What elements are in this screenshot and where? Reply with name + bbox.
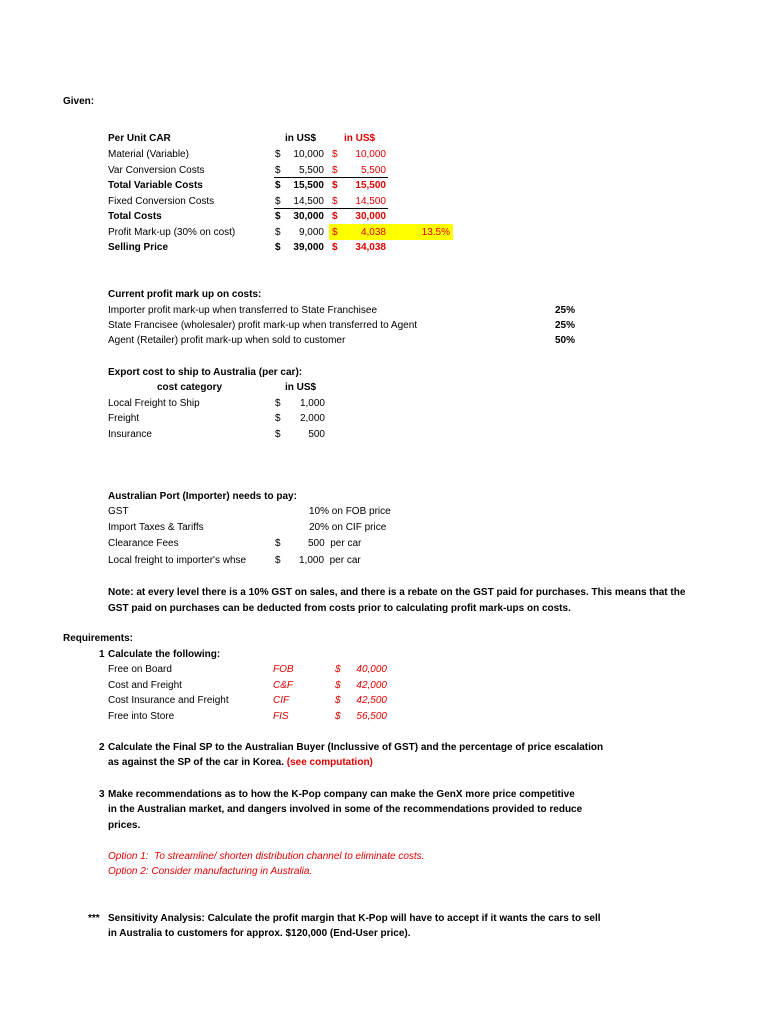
req2-line-1: Calculate the Final SP to the Australian Buyer (Inclussive of GST) and the percentage of price escalation [108, 742, 604, 753]
req3-line-3: prices. [108, 820, 141, 831]
port-row-label: GST [108, 506, 129, 517]
export-row-label: Freight [108, 413, 140, 424]
cost-row-value2: 5,500 [360, 165, 386, 176]
cost-row-value1: 30,000 [293, 211, 324, 222]
cost-row-value2: 4,038 [360, 227, 386, 238]
export-row-label: Local Freight to Ship [108, 398, 200, 409]
export-row-sym: $ [275, 413, 281, 424]
req2-number: 2 [99, 742, 105, 753]
export-row-value: 500 [308, 429, 325, 440]
cost-table-col1-header: in US$ [285, 133, 317, 144]
port-row-value: 500 per car [308, 538, 362, 549]
note-line-2: GST paid on purchases can be deducted from costs prior to calculating profit mark-ups on costs. [108, 603, 571, 614]
export-row-value: 2,000 [299, 413, 325, 424]
export-title: Export cost to ship to Australia (per car): [108, 367, 303, 378]
calc-row-value: 42,500 [356, 695, 387, 706]
cost-row-value1: 5,500 [298, 165, 324, 176]
cost-table-header-label: Per Unit CAR [108, 133, 171, 144]
export-row-sym: $ [275, 429, 281, 440]
req2-line-2 [108, 756, 373, 769]
port-row-label: Import Taxes & Tariffs [108, 522, 204, 533]
export-col-category: cost category [157, 382, 223, 393]
port-row-label: Clearance Fees [108, 538, 179, 549]
markup-row-value: 25% [554, 305, 575, 316]
port-row-sym: $ [275, 538, 281, 549]
cost-row-sym1: $ [275, 149, 281, 160]
cost-row-value1: 10,000 [293, 149, 324, 160]
given-label: Given: [63, 96, 95, 107]
total-rule [274, 208, 388, 209]
req3-line-1: Make recommendations as to how the K-Pop company can make the GenX more price competitive [108, 789, 575, 800]
calc-row-label: Free on Board [108, 664, 172, 675]
port-row-value: 20% on CIF price [309, 522, 387, 533]
cost-row-value1: 15,500 [293, 180, 324, 191]
cost-row-label: Var Conversion Costs [108, 165, 205, 176]
see-computation-link[interactable]: (see computation) [286, 757, 373, 768]
calc-row-abbr: FIS [273, 711, 289, 722]
markup-row-label: Agent (Retailer) profit mark-up when sold to customer [108, 335, 346, 346]
export-row-sym: $ [275, 398, 281, 409]
sensitivity-marker: *** [88, 913, 100, 924]
port-row-label: Local freight to importer's whse [108, 555, 247, 566]
cost-row-sym2: $ [332, 211, 338, 222]
cost-row-label: Total Variable Costs [108, 180, 203, 191]
port-row-sym: $ [275, 555, 281, 566]
calc-row-value: 40,000 [356, 664, 387, 675]
req3-line-2: in the Australian market, and dangers involved in some of the recommendations provided to reduce [108, 804, 583, 815]
cost-row-label: Total Costs [108, 211, 162, 222]
req3-number: 3 [99, 789, 105, 800]
option-1: Option 1: To streamline/ shorten distribution channel to eliminate costs. [108, 851, 425, 862]
cost-row-sym1: $ [275, 211, 281, 222]
cost-table-col2-header: in US$ [344, 133, 376, 144]
calc-row-sym: $ [335, 664, 341, 675]
requirements-label: Requirements: [63, 633, 134, 644]
port-title: Australian Port (Importer) needs to pay: [108, 491, 297, 502]
cost-row-value1: 39,000 [293, 242, 324, 253]
note-line-1: Note: at every level there is a 10% GST on sales, and there is a rebate on the GST paid for purchases. This means that the [108, 587, 686, 598]
sensitivity-line-1: Sensitivity Analysis: Calculate the profit margin that K-Pop will have to accept if it wants the cars to sell [108, 913, 601, 924]
cost-row-label: Selling Price [108, 242, 169, 253]
cost-row-sym2: $ [332, 227, 338, 238]
calc-row-abbr: C&F [273, 680, 293, 691]
cost-row-label: Material (Variable) [108, 149, 189, 160]
markup-row-value: 50% [554, 335, 575, 346]
cost-row-sym1: $ [275, 227, 281, 238]
export-row-label: Insurance [108, 429, 152, 440]
calc-row-label: Cost and Freight [108, 680, 182, 691]
req1-title: Calculate the following: [108, 649, 221, 660]
sensitivity-line-2: in Australia to customers for approx. $120,000 (End-User price). [108, 928, 411, 939]
cost-row-sym2: $ [332, 196, 338, 207]
cost-row-label: Profit Mark-up (30% on cost) [108, 227, 236, 238]
export-col-unit: in US$ [285, 382, 317, 393]
cost-row-sym1: $ [275, 242, 281, 253]
cost-row-label: Fixed Conversion Costs [108, 196, 215, 207]
export-row-value: 1,000 [299, 398, 325, 409]
cost-row-value2: 14,500 [355, 196, 386, 207]
markup-row-label: State Francisee (wholesaler) profit mark-up when transferred to Agent [108, 320, 418, 331]
calc-row-sym: $ [335, 711, 341, 722]
calc-row-abbr: CIF [273, 695, 290, 706]
subtotal-rule [274, 177, 388, 178]
calc-row-sym: $ [335, 680, 341, 691]
option-2: Option 2: Consider manufacturing in Australia. [108, 866, 313, 877]
calc-row-abbr: FOB [273, 664, 294, 675]
cost-row-sym2: $ [332, 242, 338, 253]
cost-row-sym2: $ [332, 180, 338, 191]
cost-row-value2: 10,000 [355, 149, 386, 160]
port-row-value: 1,000 per car [299, 555, 361, 566]
calc-row-value: 42,000 [356, 680, 387, 691]
req2-line-2-text: as against the SP of the car in Korea. [108, 757, 284, 768]
cost-row-sym1: $ [275, 165, 281, 176]
markup-row-label: Importer profit mark-up when transferred to State Franchisee [108, 305, 378, 316]
cost-row-value2: 34,038 [355, 242, 386, 253]
calc-row-label: Free into Store [108, 711, 175, 722]
cost-row-sym2: $ [332, 165, 338, 176]
markup-title: Current profit mark up on costs: [108, 289, 262, 300]
calc-row-label: Cost Insurance and Freight [108, 695, 229, 706]
cost-row-value2: 30,000 [355, 211, 386, 222]
cost-row-value1: 9,000 [298, 227, 324, 238]
calc-row-value: 56,500 [356, 711, 387, 722]
cost-row-sym2: $ [332, 149, 338, 160]
markup-row-value: 25% [554, 320, 575, 331]
cost-row-value2: 15,500 [355, 180, 386, 191]
cost-row-sym1: $ [275, 180, 281, 191]
cost-row-sym1: $ [275, 196, 281, 207]
cost-row-value1: 14,500 [293, 196, 324, 207]
calc-row-sym: $ [335, 695, 341, 706]
markup-percent: 13.5% [421, 227, 450, 238]
port-row-value: 10% on FOB price [309, 506, 391, 517]
req1-number: 1 [99, 649, 105, 660]
